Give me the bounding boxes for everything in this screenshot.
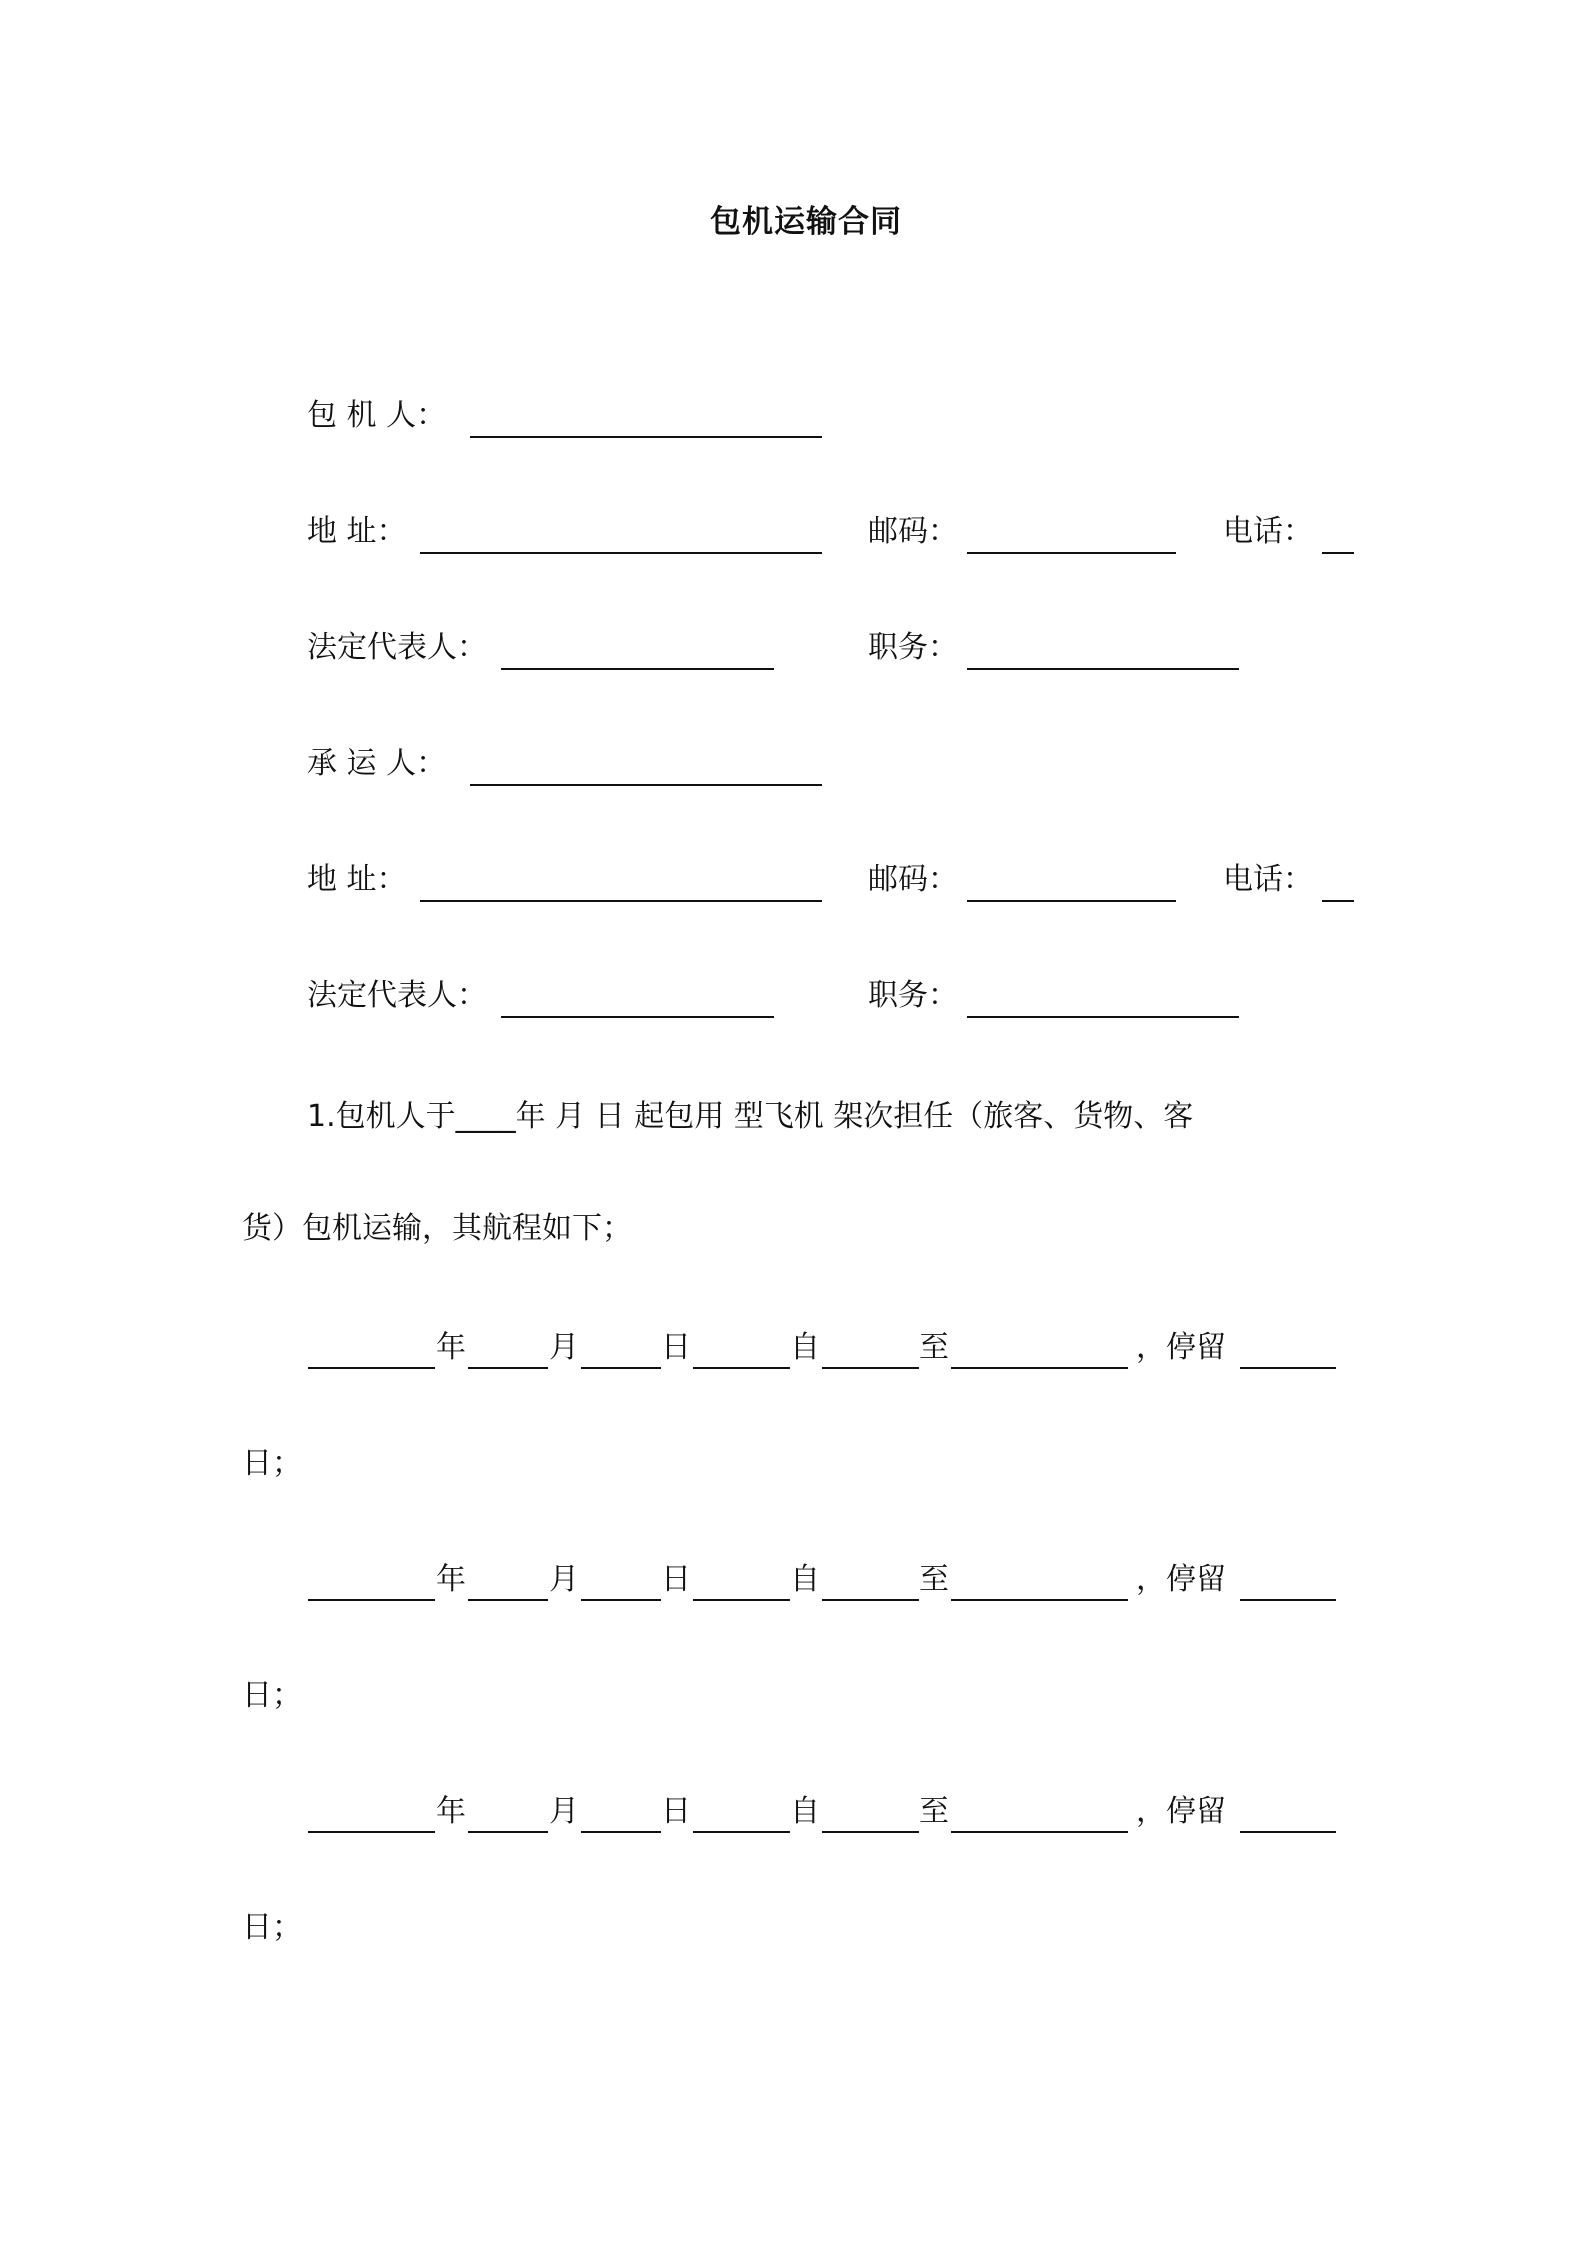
- carrier-label: 承 运 人：: [307, 746, 447, 781]
- from-label: 自: [790, 1330, 820, 1365]
- days-end-label: 日；: [242, 1446, 302, 1481]
- charterer-postcode-label: 邮码：: [868, 514, 958, 549]
- itinerary-stay-field[interactable]: [1240, 1367, 1336, 1369]
- charterer-rep-label: 法定代表人：: [307, 630, 487, 665]
- carrier-rep-field[interactable]: [501, 1016, 774, 1018]
- days-end-label: 日；: [242, 1910, 302, 1945]
- charterer-address-field[interactable]: [420, 552, 822, 554]
- carrier-address-label: 地 址：: [307, 862, 407, 897]
- to-label: 至: [919, 1794, 949, 1829]
- month-label: 月: [549, 1562, 579, 1597]
- charterer-address-label: 地 址：: [307, 514, 407, 549]
- itinerary-destination-field[interactable]: [951, 1367, 1128, 1369]
- carrier-postcode-field[interactable]: [967, 900, 1176, 902]
- month-label: 月: [549, 1794, 579, 1829]
- day-label: 日: [661, 1794, 691, 1829]
- carrier-phone-label: 电话：: [1223, 862, 1313, 897]
- charterer-phone-label: 电话：: [1223, 514, 1313, 549]
- month-label: 月: [549, 1330, 579, 1365]
- carrier-postcode-label: 邮码：: [868, 862, 958, 897]
- charterer-position-label: 职务：: [868, 630, 958, 665]
- day-label: 日: [661, 1562, 691, 1597]
- charterer-phone-field[interactable]: [1322, 552, 1354, 554]
- charterer-label: 包 机 人：: [307, 398, 447, 433]
- itinerary-month-field[interactable]: [468, 1831, 548, 1833]
- clause-1-line-1: 1.包机人于____年 月 日 起包用 型飞机 架次担任（旅客、货物、客: [307, 1099, 1194, 1134]
- from-label: 自: [790, 1562, 820, 1597]
- itinerary-month-field[interactable]: [468, 1599, 548, 1601]
- carrier-position-field[interactable]: [967, 1016, 1239, 1018]
- itinerary-stay-field[interactable]: [1240, 1599, 1336, 1601]
- clause-1-line-2: 货）包机运输，其航程如下；: [242, 1211, 632, 1246]
- itinerary-to-field[interactable]: [822, 1367, 919, 1369]
- itinerary-destination-field[interactable]: [951, 1599, 1128, 1601]
- itinerary-month-field[interactable]: [468, 1367, 548, 1369]
- itinerary-stay-field[interactable]: [1240, 1831, 1336, 1833]
- stay-label: ，停留: [1136, 1562, 1226, 1597]
- itinerary-day-field[interactable]: [581, 1367, 661, 1369]
- charterer-position-field[interactable]: [967, 668, 1239, 670]
- itinerary-destination-field[interactable]: [951, 1831, 1128, 1833]
- days-end-label: 日；: [242, 1678, 302, 1713]
- itinerary-year-field[interactable]: [308, 1599, 435, 1601]
- itinerary-year-field[interactable]: [308, 1367, 435, 1369]
- itinerary-year-field[interactable]: [308, 1831, 435, 1833]
- charterer-postcode-field[interactable]: [967, 552, 1176, 554]
- charterer-field[interactable]: [470, 436, 822, 438]
- carrier-position-label: 职务：: [868, 978, 958, 1013]
- stay-label: ，停留: [1136, 1330, 1226, 1365]
- carrier-phone-field[interactable]: [1322, 900, 1354, 902]
- itinerary-from-field[interactable]: [693, 1831, 790, 1833]
- itinerary-from-field[interactable]: [693, 1367, 790, 1369]
- itinerary-to-field[interactable]: [822, 1599, 919, 1601]
- from-label: 自: [790, 1794, 820, 1829]
- day-label: 日: [661, 1330, 691, 1365]
- stay-label: ，停留: [1136, 1794, 1226, 1829]
- itinerary-day-field[interactable]: [581, 1599, 661, 1601]
- carrier-rep-label: 法定代表人：: [307, 978, 487, 1013]
- carrier-field[interactable]: [470, 784, 822, 786]
- document-title: 包机运输合同: [710, 204, 902, 240]
- itinerary-day-field[interactable]: [581, 1831, 661, 1833]
- to-label: 至: [919, 1562, 949, 1597]
- year-label: 年: [436, 1562, 466, 1597]
- to-label: 至: [919, 1330, 949, 1365]
- itinerary-to-field[interactable]: [822, 1831, 919, 1833]
- itinerary-from-field[interactable]: [693, 1599, 790, 1601]
- carrier-address-field[interactable]: [420, 900, 822, 902]
- year-label: 年: [436, 1794, 466, 1829]
- charterer-rep-field[interactable]: [501, 668, 774, 670]
- year-label: 年: [436, 1330, 466, 1365]
